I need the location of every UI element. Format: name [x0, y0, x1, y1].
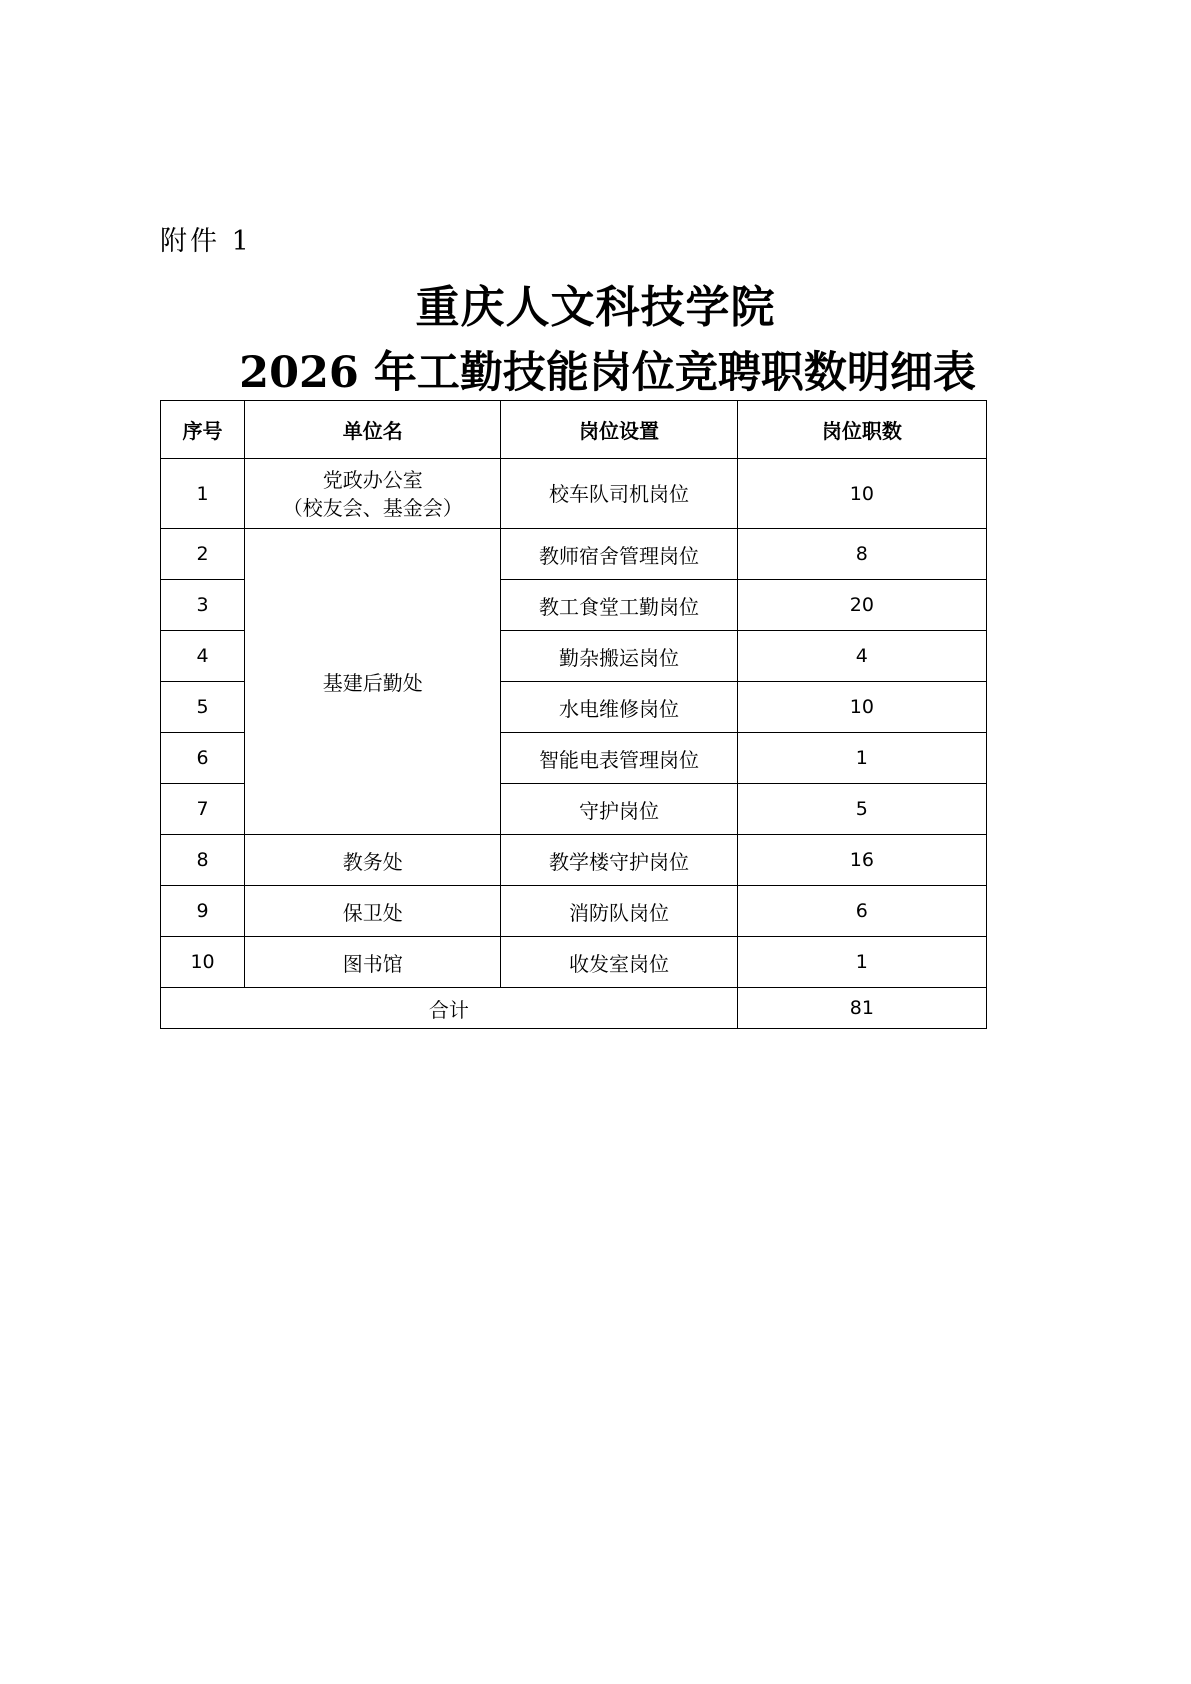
- cell-unit-merged: 基建后勤处: [245, 529, 501, 835]
- total-label: 合计: [161, 988, 738, 1029]
- total-value: 81: [737, 988, 986, 1029]
- cell-post: 守护岗位: [501, 784, 737, 835]
- cell-count: 8: [737, 529, 986, 580]
- cell-post: 水电维修岗位: [501, 682, 737, 733]
- cell-count: 1: [737, 733, 986, 784]
- document-title: 重庆人文科技学院: [415, 282, 776, 333]
- cell-serial: 10: [161, 937, 245, 988]
- table-row: [161, 459, 987, 529]
- unit-name-line1: 党政办公室: [322, 467, 423, 492]
- cell-serial: 6: [161, 733, 245, 784]
- table-row: [161, 835, 987, 886]
- table-row: [161, 937, 987, 988]
- cell-unit: [245, 459, 501, 529]
- cell-serial: 7: [161, 784, 245, 835]
- unit-name-line2: （校友会、基金会）: [282, 495, 463, 520]
- cell-serial: 9: [161, 886, 245, 937]
- cell-post: 教工食堂工勤岗位: [501, 580, 737, 631]
- cell-post: 教学楼守护岗位: [501, 835, 737, 886]
- cell-unit: 图书馆: [245, 937, 501, 988]
- cell-post: 消防队岗位: [501, 886, 737, 937]
- header-count: 岗位职数: [737, 401, 986, 459]
- cell-serial: 3: [161, 580, 245, 631]
- cell-unit: 保卫处: [245, 886, 501, 937]
- cell-count: 10: [737, 459, 986, 529]
- cell-post: 智能电表管理岗位: [501, 733, 737, 784]
- table-row: [161, 529, 987, 580]
- cell-count: 1: [737, 937, 986, 988]
- cell-count: 5: [737, 784, 986, 835]
- positions-table: [160, 400, 987, 1029]
- table-total-row: [161, 988, 987, 1029]
- cell-post: 教师宿舍管理岗位: [501, 529, 737, 580]
- cell-serial: 1: [161, 459, 245, 529]
- attachment-label: 附件 1: [160, 226, 252, 257]
- cell-unit: 教务处: [245, 835, 501, 886]
- header-unit: 单位名: [245, 401, 501, 459]
- cell-serial: 5: [161, 682, 245, 733]
- cell-serial: 4: [161, 631, 245, 682]
- cell-post: 勤杂搬运岗位: [501, 631, 737, 682]
- document-subtitle: 2026 年工勤技能岗位竞聘职数明细表: [239, 348, 976, 398]
- cell-count: 10: [737, 682, 986, 733]
- header-post: 岗位设置: [501, 401, 737, 459]
- cell-serial: 8: [161, 835, 245, 886]
- cell-count: 20: [737, 580, 986, 631]
- cell-post: 收发室岗位: [501, 937, 737, 988]
- cell-serial: 2: [161, 529, 245, 580]
- cell-count: 4: [737, 631, 986, 682]
- cell-post: 校车队司机岗位: [501, 459, 737, 529]
- table-header-row: [161, 401, 987, 459]
- cell-count: 16: [737, 835, 986, 886]
- cell-count: 6: [737, 886, 986, 937]
- table-row: [161, 886, 987, 937]
- header-serial: 序号: [161, 401, 245, 459]
